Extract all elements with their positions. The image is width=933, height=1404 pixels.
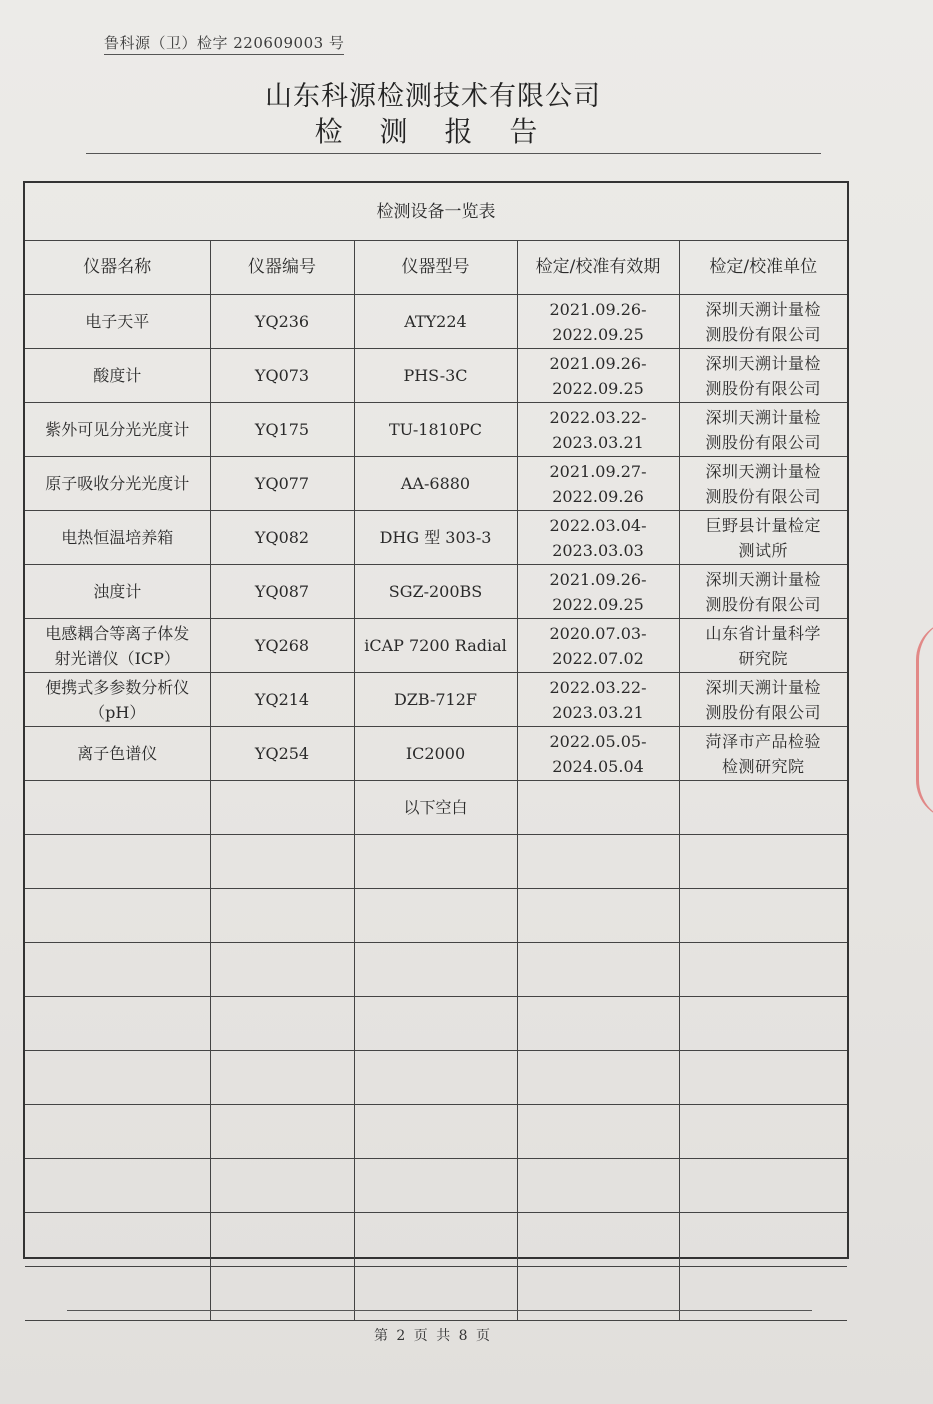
instrument-name: 原子吸收分光光度计 [25,457,210,511]
empty-cell [517,1051,679,1105]
instrument-name [25,619,210,673]
equipment-table-frame [23,181,849,1259]
empty-cell [25,835,210,889]
empty-cell [679,997,847,1051]
instrument-name: 浊度计 [25,565,210,619]
validity-from: 2021.09.27- [549,461,647,481]
instrument-number: YQ087 [210,565,354,619]
validity-period [517,295,679,349]
validity-period [517,403,679,457]
calibration-unit [679,457,847,511]
validity-from: 2021.09.26- [549,353,647,373]
calibration-unit-line-1: 深圳天溯计量检 [705,353,821,373]
calibration-unit-line-2: 测股份有限公司 [705,594,821,614]
empty-cell [210,1159,354,1213]
table-row [25,619,847,673]
calibration-unit-line-2: 研究院 [738,648,788,668]
empty-cell [210,943,354,997]
validity-to: 2022.09.25 [552,594,644,614]
validity-from: 2022.05.05- [549,731,647,751]
calibration-unit [679,511,847,565]
validity-from: 2020.07.03- [549,623,647,643]
instrument-model: PHS-3C [354,349,517,403]
empty-cell [354,889,517,943]
instrument-name: 紫外可见分光光度计 [25,403,210,457]
validity-from: 2022.03.22- [549,677,647,697]
page-number: 第 2 页 共 8 页 [373,1328,493,1344]
instrument-model: IC2000 [354,727,517,781]
instrument-number: YQ214 [210,673,354,727]
empty-cell [210,889,354,943]
calibration-unit-line-2: 测试所 [738,540,788,560]
report-title: 检 测 报 告 [314,115,552,148]
red-seal-edge [916,620,933,820]
table-row [25,511,847,565]
empty-cell [25,889,210,943]
column-header-number: 仪器编号 [210,241,354,295]
table-row [25,349,847,403]
header-divider [86,153,821,154]
validity-period [517,727,679,781]
empty-cell [210,997,354,1051]
footer-divider [67,1310,812,1311]
empty-cell [210,835,354,889]
empty-cell [517,1267,679,1321]
empty-cell [210,1051,354,1105]
empty-cell [679,1159,847,1213]
calibration-unit-line-1: 巨野县计量检定 [705,515,821,535]
empty-cell [517,1105,679,1159]
instrument-name-line-1: 电感耦合等离子体发 [45,623,190,643]
instrument-model: SGZ-200BS [354,565,517,619]
calibration-unit-line-1: 菏泽市产品检验 [705,731,821,751]
validity-period [517,565,679,619]
instrument-model: ATY224 [354,295,517,349]
calibration-unit-line-2: 测股份有限公司 [705,324,821,344]
validity-to: 2022.09.25 [552,378,644,398]
instrument-name: 酸度计 [25,349,210,403]
table-row-empty [25,889,847,943]
empty-cell [679,889,847,943]
validity-period [517,511,679,565]
instrument-number: YQ254 [210,727,354,781]
empty-cell [517,943,679,997]
calibration-unit-line-2: 测股份有限公司 [705,378,821,398]
empty-cell [679,1105,847,1159]
calibration-unit-line-1: 深圳天溯计量检 [705,299,821,319]
empty-cell [679,943,847,997]
calibration-unit [679,565,847,619]
validity-to: 2022.09.26 [552,486,644,506]
empty-cell [210,1105,354,1159]
table-row-empty [25,1213,847,1267]
table-row-empty [25,997,847,1051]
instrument-number: YQ236 [210,295,354,349]
calibration-unit-line-1: 深圳天溯计量检 [705,677,821,697]
table-row [25,457,847,511]
calibration-unit [679,349,847,403]
calibration-unit-line-2: 测股份有限公司 [705,486,821,506]
calibration-unit-line-1: 山东省计量科学 [705,623,821,643]
equipment-table [25,241,847,1321]
calibration-unit-line-1: 深圳天溯计量检 [705,569,821,589]
instrument-number: YQ175 [210,403,354,457]
instrument-name-line-2: （pH） [89,702,146,722]
table-row-empty [25,835,847,889]
table-row [25,295,847,349]
empty-cell [517,889,679,943]
empty-cell [517,1159,679,1213]
validity-from: 2021.09.26- [549,299,647,319]
table-row [25,727,847,781]
table-row-empty [25,1267,847,1321]
instrument-model: DHG 型 303-3 [354,511,517,565]
instrument-number: YQ082 [210,511,354,565]
empty-cell [354,1159,517,1213]
empty-cell [679,781,847,835]
validity-period [517,457,679,511]
validity-to: 2022.09.25 [552,324,644,344]
calibration-unit-line-1: 深圳天溯计量检 [705,461,821,481]
column-header-name: 仪器名称 [25,241,210,295]
validity-period [517,673,679,727]
validity-from: 2022.03.22- [549,407,647,427]
empty-cell [210,1267,354,1321]
validity-to: 2022.07.02 [552,648,644,668]
table-caption: 检测设备一览表 [25,183,847,241]
empty-cell [679,1051,847,1105]
report-reference-number: 鲁科源（卫）检字 220609003 号 [104,32,344,55]
instrument-number: YQ077 [210,457,354,511]
empty-cell [25,1051,210,1105]
empty-cell [354,1105,517,1159]
instrument-name: 电子天平 [25,295,210,349]
table-row [25,565,847,619]
calibration-unit [679,673,847,727]
company-name: 山东科源检测技术有限公司 [265,81,601,112]
validity-period [517,619,679,673]
calibration-unit [679,403,847,457]
instrument-model: TU-1810PC [354,403,517,457]
table-row [25,403,847,457]
calibration-unit-line-1: 深圳天溯计量检 [705,407,821,427]
calibration-unit [679,619,847,673]
empty-cell [25,1159,210,1213]
empty-cell [25,1267,210,1321]
empty-cell [679,1213,847,1267]
calibration-unit [679,295,847,349]
table-row-empty [25,1051,847,1105]
validity-period [517,349,679,403]
empty-cell [354,997,517,1051]
validity-to: 2023.03.21 [552,432,644,452]
empty-cell [517,997,679,1051]
validity-to: 2024.05.04 [552,756,644,776]
instrument-name: 离子色谱仪 [25,727,210,781]
calibration-unit-line-2: 检测研究院 [721,756,805,776]
empty-cell [354,1213,517,1267]
instrument-number: YQ268 [210,619,354,673]
empty-cell [517,835,679,889]
validity-from: 2022.03.04- [549,515,647,535]
instrument-model: iCAP 7200 Radial [354,619,517,673]
validity-to: 2023.03.21 [552,702,644,722]
empty-cell [25,943,210,997]
calibration-unit [679,727,847,781]
table-row-empty [25,943,847,997]
instrument-name [25,673,210,727]
column-header-unit: 检定/校准单位 [679,241,847,295]
instrument-name-line-1: 便携式多参数分析仪 [45,677,190,697]
empty-cell [354,1051,517,1105]
column-header-model: 仪器型号 [354,241,517,295]
table-header-row [25,241,847,295]
calibration-unit-line-2: 测股份有限公司 [705,702,821,722]
empty-cell [25,997,210,1051]
validity-to: 2023.03.03 [552,540,644,560]
empty-cell [210,1213,354,1267]
table-row-blank-note [25,781,847,835]
empty-cell [679,835,847,889]
validity-from: 2021.09.26- [549,569,647,589]
calibration-unit-line-2: 测股份有限公司 [705,432,821,452]
table-row-empty [25,1159,847,1213]
table-row-empty [25,1105,847,1159]
instrument-name: 电热恒温培养箱 [25,511,210,565]
empty-cell [679,1267,847,1321]
empty-cell [354,1267,517,1321]
instrument-model: DZB-712F [354,673,517,727]
empty-cell [354,835,517,889]
empty-cell [25,1105,210,1159]
blank-note: 以下空白 [354,781,517,835]
instrument-model: AA-6880 [354,457,517,511]
instrument-number: YQ073 [210,349,354,403]
empty-cell [25,1213,210,1267]
empty-cell [25,781,210,835]
empty-cell [517,781,679,835]
instrument-name-line-2: 射光谱仪（ICP） [54,648,180,668]
column-header-validity: 检定/校准有效期 [517,241,679,295]
empty-cell [210,781,354,835]
empty-cell [354,943,517,997]
empty-cell [517,1213,679,1267]
table-row [25,673,847,727]
